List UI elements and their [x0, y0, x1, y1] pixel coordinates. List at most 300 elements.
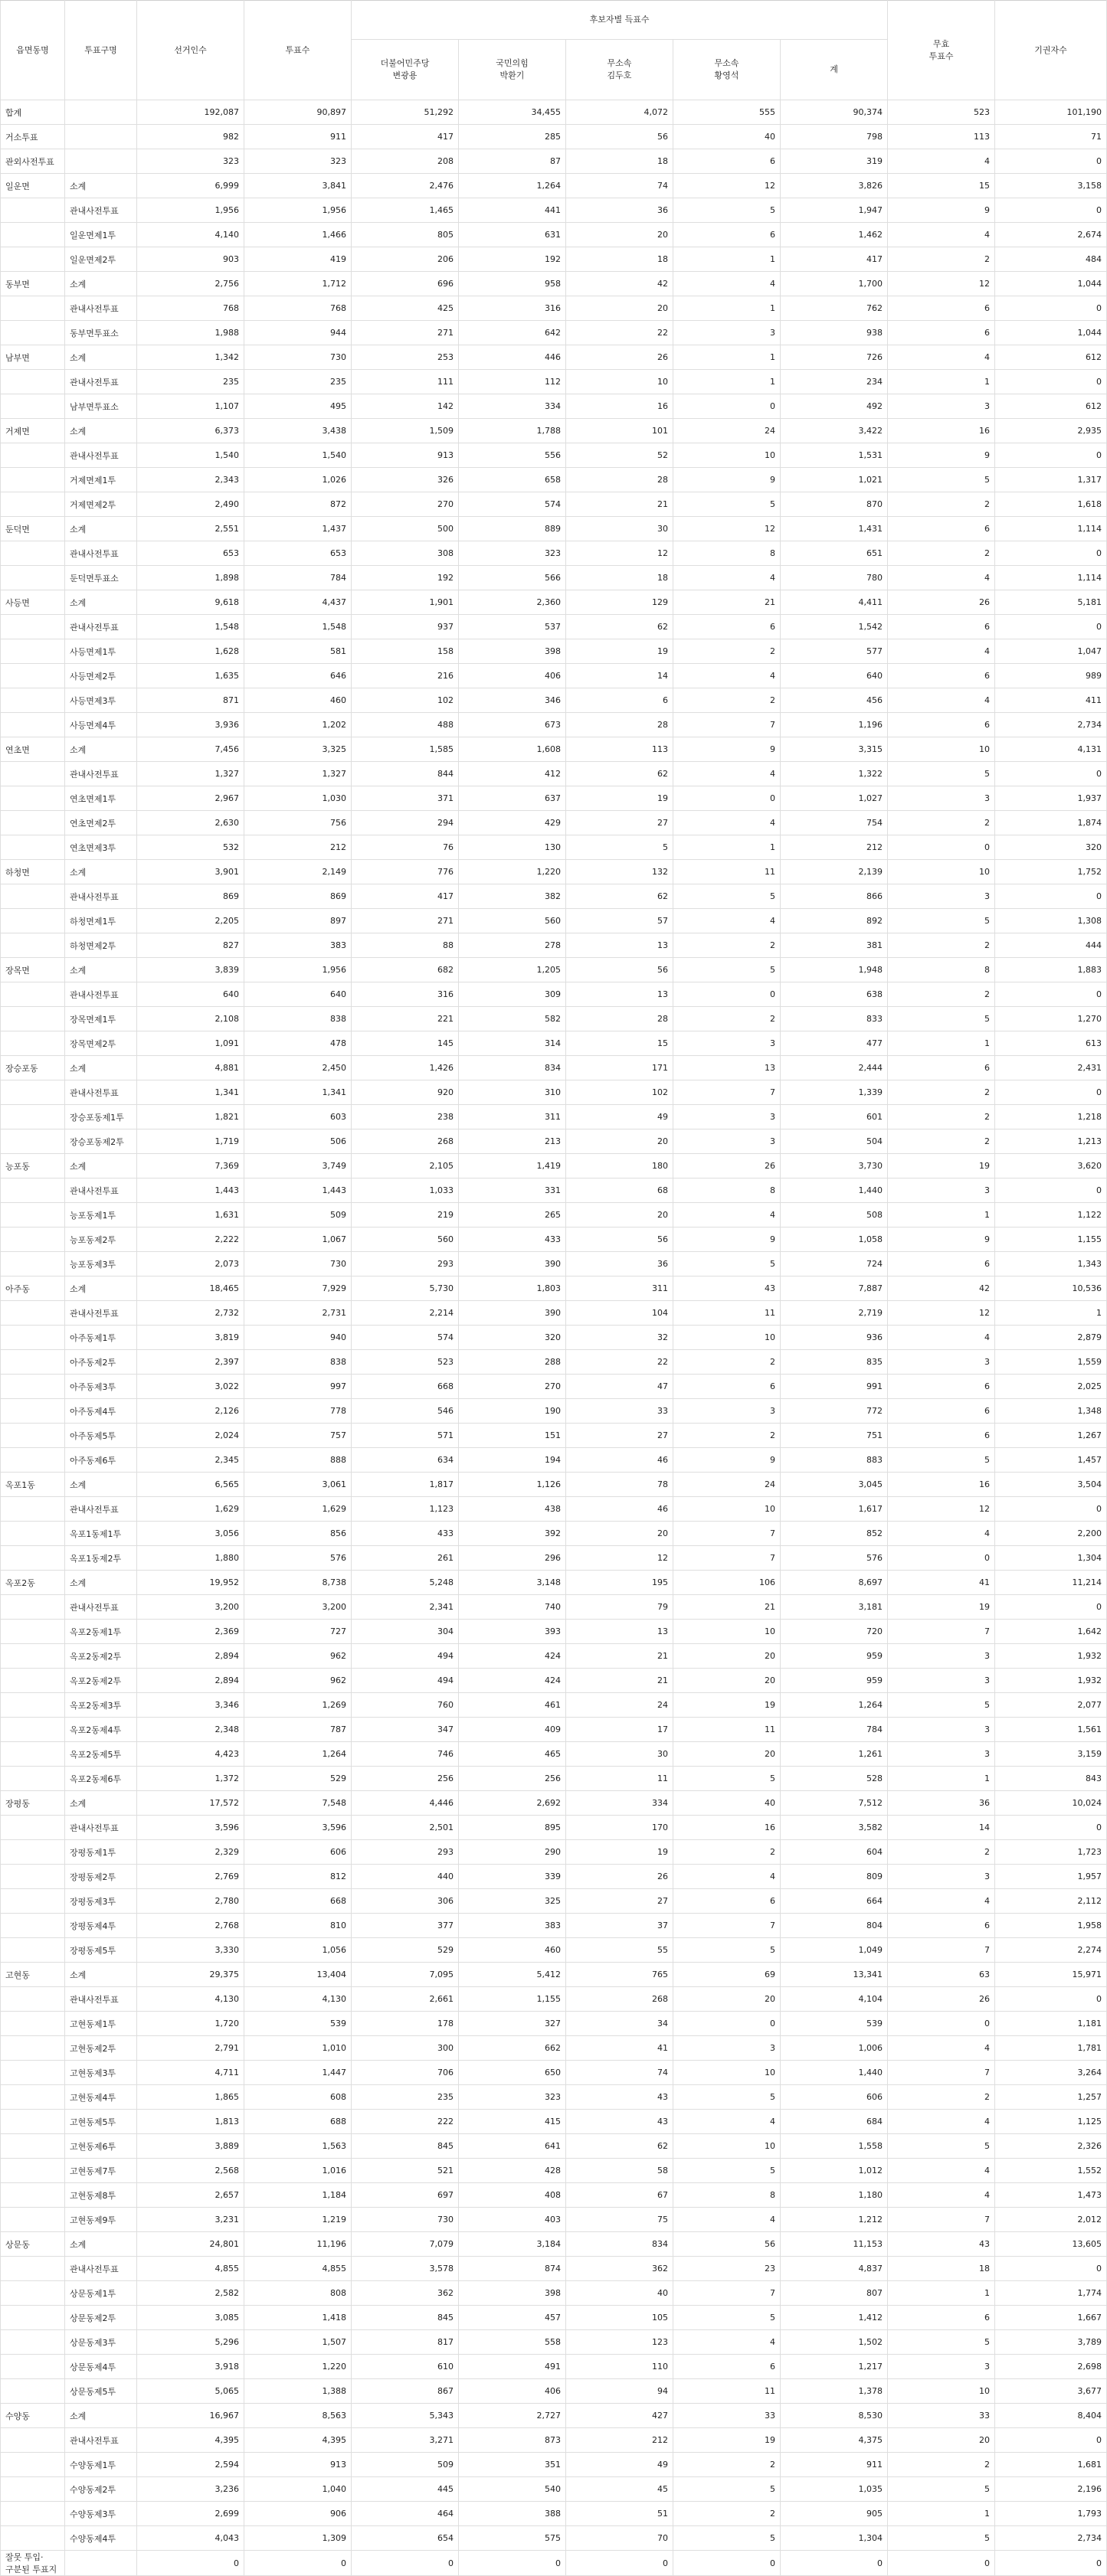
value-cell: 5,412	[459, 1963, 566, 1987]
value-cell: 2,719	[781, 1301, 888, 1326]
value-cell: 3	[673, 1129, 781, 1154]
vote-type-cell: 옥포2동제2투	[65, 1644, 137, 1669]
value-cell: 113	[566, 737, 673, 762]
value-cell: 21	[673, 590, 781, 615]
value-cell: 444	[995, 933, 1107, 958]
value-cell: 20	[566, 1203, 673, 1228]
value-cell: 2,012	[995, 2208, 1107, 2232]
value-cell: 16	[888, 419, 995, 443]
region-cell: 옥포1동	[1, 1473, 65, 1497]
value-cell: 12	[673, 517, 781, 541]
value-cell: 606	[244, 1840, 352, 1865]
table-row	[1, 1031, 1107, 1056]
value-cell: 170	[566, 1816, 673, 1840]
vote-type-cell: 소계	[65, 1963, 137, 1987]
value-cell: 1,667	[995, 2306, 1107, 2330]
value-cell: 1,056	[244, 1938, 352, 1963]
value-cell: 46	[566, 1448, 673, 1473]
value-cell: 812	[244, 1865, 352, 1889]
value-cell: 4,446	[352, 1791, 459, 1816]
table-row	[1, 198, 1107, 223]
value-cell: 1,125	[995, 2110, 1107, 2134]
value-cell: 867	[352, 2379, 459, 2404]
vote-type-cell: 장목면제2투	[65, 1031, 137, 1056]
value-cell: 3,158	[995, 174, 1107, 198]
table-row	[1, 223, 1107, 247]
value-cell: 727	[244, 1620, 352, 1644]
value-cell: 668	[244, 1889, 352, 1914]
value-cell: 1,821	[137, 1105, 244, 1129]
value-cell: 1,937	[995, 786, 1107, 811]
value-cell: 1,388	[244, 2379, 352, 2404]
vote-type-cell: 아주동제2투	[65, 1350, 137, 1375]
value-cell: 102	[566, 1080, 673, 1105]
value-cell: 1,123	[352, 1497, 459, 1522]
region-cell: 사등면	[1, 590, 65, 615]
value-cell: 1,608	[459, 737, 566, 762]
candidate-3-name: 김두호	[607, 70, 632, 80]
value-cell: 3,438	[244, 419, 352, 443]
table-row	[1, 2379, 1107, 2404]
region-cell: 일운면	[1, 174, 65, 198]
value-cell: 216	[352, 664, 459, 688]
value-cell: 123	[566, 2330, 673, 2355]
value-cell: 3	[673, 2036, 781, 2061]
value-cell: 1,180	[781, 2183, 888, 2208]
value-cell: 0	[673, 2551, 781, 2576]
value-cell: 27	[566, 1424, 673, 1448]
value-cell: 2,661	[352, 1987, 459, 2012]
value-cell: 1,617	[781, 1497, 888, 1522]
value-cell: 17,572	[137, 1791, 244, 1816]
value-cell: 835	[781, 1350, 888, 1375]
value-cell: 4,043	[137, 2526, 244, 2551]
region-cell	[1, 1228, 65, 1252]
value-cell: 406	[459, 664, 566, 688]
value-cell: 409	[459, 1718, 566, 1742]
value-cell: 4,881	[137, 1056, 244, 1080]
vote-type-cell	[65, 125, 137, 149]
vote-type-cell: 수양동제2투	[65, 2477, 137, 2502]
table-row	[1, 1718, 1107, 1742]
value-cell: 87	[459, 149, 566, 174]
value-cell: 3	[888, 1742, 995, 1767]
region-cell: 잘못 투입· 구분된 투표지	[1, 2551, 65, 2576]
value-cell: 2,025	[995, 1375, 1107, 1399]
value-cell: 311	[566, 1277, 673, 1301]
value-cell: 4	[673, 272, 781, 296]
value-cell: 194	[459, 1448, 566, 1473]
table-row	[1, 1546, 1107, 1571]
vote-type-cell: 고현동제9투	[65, 2208, 137, 2232]
value-cell: 566	[459, 566, 566, 590]
table-row	[1, 174, 1107, 198]
value-cell: 2,732	[137, 1301, 244, 1326]
table-row	[1, 1424, 1107, 1448]
value-cell: 4	[673, 1865, 781, 1889]
value-cell: 1,552	[995, 2159, 1107, 2183]
value-cell: 2,935	[995, 419, 1107, 443]
region-cell	[1, 566, 65, 590]
value-cell: 24	[673, 419, 781, 443]
value-cell: 1,898	[137, 566, 244, 590]
value-cell: 1,317	[995, 468, 1107, 492]
value-cell: 16,967	[137, 2404, 244, 2428]
region-cell	[1, 2330, 65, 2355]
table-row	[1, 909, 1107, 933]
value-cell: 4	[888, 223, 995, 247]
value-cell: 293	[352, 1840, 459, 1865]
value-cell: 962	[244, 1644, 352, 1669]
value-cell: 1,880	[137, 1546, 244, 1571]
vote-type-cell: 소계	[65, 174, 137, 198]
value-cell: 383	[459, 1914, 566, 1938]
value-cell: 940	[244, 1326, 352, 1350]
value-cell: 293	[352, 1252, 459, 1277]
value-cell: 903	[137, 247, 244, 272]
value-cell: 871	[137, 688, 244, 713]
region-cell	[1, 2012, 65, 2036]
value-cell: 1,006	[781, 2036, 888, 2061]
value-cell: 7	[888, 1938, 995, 1963]
vote-type-cell: 관내사전투표	[65, 2428, 137, 2453]
value-cell: 417	[781, 247, 888, 272]
value-cell: 6	[673, 1889, 781, 1914]
value-cell: 7	[673, 713, 781, 737]
value-cell: 3	[673, 1399, 781, 1424]
value-cell: 1,026	[244, 468, 352, 492]
value-cell: 6	[888, 1252, 995, 1277]
value-cell: 1,901	[352, 590, 459, 615]
table-row	[1, 1277, 1107, 1301]
value-cell: 1,443	[137, 1178, 244, 1203]
vote-type-cell: 일운면제2투	[65, 247, 137, 272]
value-cell: 2,139	[781, 860, 888, 884]
value-cell: 460	[459, 1938, 566, 1963]
value-cell: 105	[566, 2306, 673, 2330]
value-cell: 9	[888, 443, 995, 468]
region-cell	[1, 1889, 65, 1914]
value-cell: 6	[888, 1399, 995, 1424]
header-total: 계	[781, 40, 888, 100]
value-cell: 4,855	[244, 2257, 352, 2281]
value-cell: 4,131	[995, 737, 1107, 762]
value-cell: 642	[459, 321, 566, 345]
value-cell: 46	[566, 1497, 673, 1522]
region-cell: 거소투표	[1, 125, 65, 149]
value-cell: 1,752	[995, 860, 1107, 884]
value-cell: 261	[352, 1546, 459, 1571]
value-cell: 1,419	[459, 1154, 566, 1178]
value-cell: 0	[995, 762, 1107, 786]
region-cell	[1, 1375, 65, 1399]
value-cell: 2,568	[137, 2159, 244, 2183]
value-cell: 1,217	[781, 2355, 888, 2379]
table-row	[1, 1620, 1107, 1644]
value-cell: 494	[352, 1644, 459, 1669]
table-row	[1, 419, 1107, 443]
value-cell: 212	[566, 2428, 673, 2453]
value-cell: 377	[352, 1914, 459, 1938]
value-cell: 2	[673, 933, 781, 958]
value-cell: 730	[244, 345, 352, 370]
value-cell: 56	[566, 1228, 673, 1252]
vote-type-cell: 소계	[65, 1154, 137, 1178]
value-cell: 936	[781, 1326, 888, 1350]
table-row	[1, 149, 1107, 174]
value-cell: 3,045	[781, 1473, 888, 1497]
value-cell: 3,200	[244, 1595, 352, 1620]
value-cell: 9	[673, 1448, 781, 1473]
value-cell: 540	[459, 2477, 566, 2502]
value-cell: 0	[995, 149, 1107, 174]
vote-type-cell: 거제면제2투	[65, 492, 137, 517]
header-invalid-text: 무효 투표수	[929, 38, 954, 61]
value-cell: 613	[995, 1031, 1107, 1056]
table-row	[1, 394, 1107, 419]
value-cell: 6	[673, 223, 781, 247]
region-cell: 아주동	[1, 1277, 65, 1301]
value-cell: 532	[137, 835, 244, 860]
table-row	[1, 1154, 1107, 1178]
value-cell: 3,841	[244, 174, 352, 198]
value-cell: 1,948	[781, 958, 888, 982]
value-cell: 2,108	[137, 1007, 244, 1031]
vote-type-cell: 소계	[65, 272, 137, 296]
value-cell: 817	[352, 2330, 459, 2355]
value-cell: 9	[888, 198, 995, 223]
value-cell: 331	[459, 1178, 566, 1203]
value-cell: 560	[352, 1228, 459, 1252]
value-cell: 62	[566, 2134, 673, 2159]
value-cell: 2,731	[244, 1301, 352, 1326]
value-cell: 20	[673, 1644, 781, 1669]
value-cell: 546	[352, 1399, 459, 1424]
vote-type-cell: 능포동제3투	[65, 1252, 137, 1277]
value-cell: 2	[888, 492, 995, 517]
value-cell: 529	[352, 1938, 459, 1963]
value-cell: 51	[566, 2502, 673, 2526]
value-cell: 4	[888, 345, 995, 370]
vote-type-cell: 소계	[65, 1571, 137, 1595]
value-cell: 768	[137, 296, 244, 321]
value-cell: 327	[459, 2012, 566, 2036]
value-cell: 26	[888, 590, 995, 615]
value-cell: 21	[566, 1669, 673, 1693]
value-cell: 30	[566, 1742, 673, 1767]
value-cell: 393	[459, 1620, 566, 1644]
value-cell: 5	[673, 2477, 781, 2502]
value-cell: 807	[781, 2281, 888, 2306]
region-cell: 둔덕면	[1, 517, 65, 541]
vote-type-cell: 옥포2동제4투	[65, 1718, 137, 1742]
value-cell: 0	[995, 884, 1107, 909]
value-cell: 438	[459, 1497, 566, 1522]
value-cell: 1,813	[137, 2110, 244, 2134]
region-cell	[1, 2477, 65, 2502]
value-cell: 110	[566, 2355, 673, 2379]
value-cell: 650	[459, 2061, 566, 2085]
value-cell: 1,264	[781, 1693, 888, 1718]
value-cell: 4,130	[137, 1987, 244, 2012]
value-cell: 4	[888, 2159, 995, 2183]
value-cell: 445	[352, 2477, 459, 2502]
value-cell: 16	[888, 1473, 995, 1497]
vote-type-cell: 관내사전투표	[65, 884, 137, 909]
value-cell: 29,375	[137, 1963, 244, 1987]
value-cell: 604	[781, 1840, 888, 1865]
value-cell: 219	[352, 1203, 459, 1228]
value-cell: 6	[888, 713, 995, 737]
value-cell: 1,548	[244, 615, 352, 639]
value-cell: 4,711	[137, 2061, 244, 2085]
value-cell: 21	[566, 492, 673, 517]
value-cell: 4,395	[137, 2428, 244, 2453]
value-cell: 1	[673, 296, 781, 321]
value-cell: 19	[673, 1693, 781, 1718]
value-cell: 2,345	[137, 1448, 244, 1473]
value-cell: 3,677	[995, 2379, 1107, 2404]
value-cell: 1,932	[995, 1669, 1107, 1693]
value-cell: 7,456	[137, 737, 244, 762]
value-cell: 2,894	[137, 1644, 244, 1669]
value-cell: 959	[781, 1644, 888, 1669]
value-cell: 222	[352, 2110, 459, 2134]
value-cell: 3,918	[137, 2355, 244, 2379]
vote-type-cell: 소계	[65, 958, 137, 982]
vote-type-cell: 관내사전투표	[65, 198, 137, 223]
value-cell: 111	[352, 370, 459, 394]
value-cell: 765	[566, 1963, 673, 1987]
vote-type-cell: 관내사전투표	[65, 1178, 137, 1203]
value-cell: 18	[566, 566, 673, 590]
vote-type-cell: 소계	[65, 1473, 137, 1497]
vote-type-cell: 옥포1동제2투	[65, 1546, 137, 1571]
value-cell: 5	[888, 2477, 995, 2502]
candidate-2-name: 박환기	[499, 70, 525, 80]
region-cell	[1, 247, 65, 272]
value-cell: 1,719	[137, 1129, 244, 1154]
value-cell: 668	[352, 1375, 459, 1399]
table-row	[1, 1963, 1107, 1987]
value-cell: 730	[244, 1252, 352, 1277]
value-cell: 3	[673, 1031, 781, 1056]
value-cell: 20	[888, 2428, 995, 2453]
value-cell: 834	[459, 1056, 566, 1080]
value-cell: 3,789	[995, 2330, 1107, 2355]
value-cell: 40	[673, 1791, 781, 1816]
value-cell: 810	[244, 1914, 352, 1938]
value-cell: 10,024	[995, 1791, 1107, 1816]
region-cell	[1, 1987, 65, 2012]
value-cell: 12	[888, 272, 995, 296]
value-cell: 1,457	[995, 1448, 1107, 1473]
value-cell: 19	[888, 1154, 995, 1178]
region-cell	[1, 1399, 65, 1424]
vote-type-cell: 아주동제5투	[65, 1424, 137, 1448]
value-cell: 870	[781, 492, 888, 517]
value-cell: 1,540	[137, 443, 244, 468]
value-cell: 424	[459, 1644, 566, 1669]
region-cell	[1, 443, 65, 468]
value-cell: 0	[566, 2551, 673, 2576]
value-cell: 4,140	[137, 223, 244, 247]
table-row	[1, 884, 1107, 909]
value-cell: 323	[137, 149, 244, 174]
value-cell: 555	[673, 100, 781, 125]
value-cell: 1,114	[995, 566, 1107, 590]
value-cell: 8,563	[244, 2404, 352, 2428]
value-cell: 2,397	[137, 1350, 244, 1375]
value-cell: 911	[244, 125, 352, 149]
value-cell: 4,411	[781, 590, 888, 615]
value-cell: 19	[566, 786, 673, 811]
value-cell: 804	[781, 1914, 888, 1938]
candidate-1-name: 변광용	[392, 70, 418, 80]
value-cell: 3	[888, 1350, 995, 1375]
value-cell: 270	[352, 492, 459, 517]
value-cell: 2,274	[995, 1938, 1107, 1963]
vote-type-cell: 고현동제1투	[65, 2012, 137, 2036]
value-cell: 0	[995, 1178, 1107, 1203]
value-cell: 6	[888, 296, 995, 321]
value-cell: 234	[781, 370, 888, 394]
value-cell: 24	[673, 1473, 781, 1497]
value-cell: 1	[888, 1767, 995, 1791]
value-cell: 1,631	[137, 1203, 244, 1228]
table-row	[1, 1840, 1107, 1865]
vote-type-cell: 장평동제1투	[65, 1840, 137, 1865]
value-cell: 383	[244, 933, 352, 958]
vote-type-cell: 장평동제4투	[65, 1914, 137, 1938]
value-cell: 7	[888, 1620, 995, 1644]
value-cell: 34,455	[459, 100, 566, 125]
value-cell: 640	[781, 664, 888, 688]
value-cell: 171	[566, 1056, 673, 1080]
region-cell	[1, 1595, 65, 1620]
value-cell: 151	[459, 1424, 566, 1448]
value-cell: 10	[888, 737, 995, 762]
vote-type-cell: 소계	[65, 2232, 137, 2257]
value-cell: 74	[566, 174, 673, 198]
vote-type-cell: 소계	[65, 1056, 137, 1080]
value-cell: 268	[352, 1129, 459, 1154]
value-cell: 1,681	[995, 2453, 1107, 2477]
table-row	[1, 1007, 1107, 1031]
value-cell: 1,548	[137, 615, 244, 639]
table-row	[1, 1938, 1107, 1963]
table-row	[1, 1178, 1107, 1203]
value-cell: 6	[888, 1375, 995, 1399]
value-cell: 1,502	[781, 2330, 888, 2355]
value-cell: 17	[566, 1718, 673, 1742]
vote-type-cell: 고현동제4투	[65, 2085, 137, 2110]
value-cell: 9	[673, 468, 781, 492]
table-row	[1, 2526, 1107, 2551]
value-cell: 9	[888, 1228, 995, 1252]
value-cell: 3,936	[137, 713, 244, 737]
value-cell: 19,952	[137, 1571, 244, 1595]
value-cell: 14	[888, 1816, 995, 1840]
region-cell	[1, 2208, 65, 2232]
vote-type-cell: 관내사전투표	[65, 1497, 137, 1522]
table-row	[1, 468, 1107, 492]
value-cell: 15	[566, 1031, 673, 1056]
region-cell	[1, 2428, 65, 2453]
region-cell	[1, 2257, 65, 2281]
header-region: 읍면동명	[1, 1, 65, 100]
value-cell: 62	[566, 762, 673, 786]
